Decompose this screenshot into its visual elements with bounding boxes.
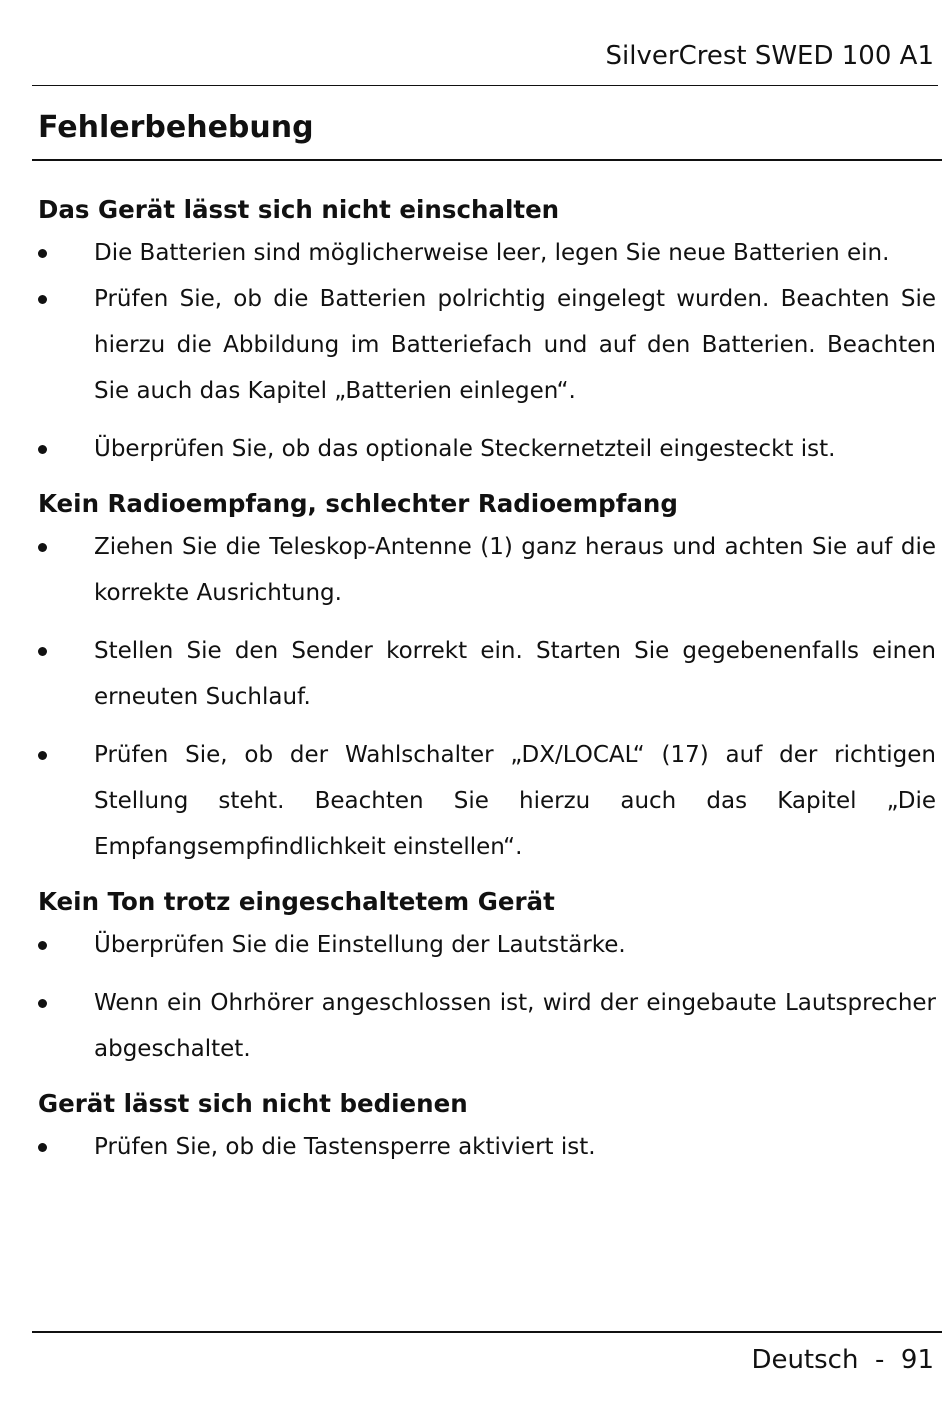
subheading-no-sound: Kein Ton trotz eingeschaltetem Gerät [38, 887, 555, 916]
list-no-sound [38, 922, 936, 1072]
page-number: 91 [900, 1345, 934, 1375]
troubleshooting-content [38, 190, 936, 1170]
list-item [38, 426, 936, 472]
list-item [38, 980, 936, 1072]
list-item-text: Prüfen Sie, ob die Tastensperre aktiviert ist. [94, 1134, 596, 1160]
list-item-text: Wenn ein Ohrhörer angeschlossen ist, wird der eingebaute Lautsprecher abgeschaltet. [94, 990, 936, 1062]
bullet-icon [38, 941, 47, 950]
list-no-operation [38, 1124, 936, 1170]
list-item-text: Prüfen Sie, ob die Batterien polrichtig eingelegt wurden. Beachten Sie hierzu die Abbildung im Batteriefach und auf den Batterien. Beachten Sie auch das Kapitel „Batterien einlegen“. [94, 286, 936, 404]
footer-separator: - [874, 1345, 885, 1375]
footer-divider [32, 1331, 942, 1333]
bullet-icon [38, 647, 47, 656]
list-item [38, 732, 936, 870]
bullet-icon [38, 249, 47, 258]
section-divider [32, 159, 942, 161]
page-footer [751, 1342, 934, 1378]
list-no-reception [38, 524, 936, 870]
list-item-text: Überprüfen Sie die Einstellung der Lautstärke. [94, 932, 626, 958]
footer-language: Deutsch [751, 1345, 859, 1375]
subheading-no-reception: Kein Radioempfang, schlechter Radioempfang [38, 489, 678, 518]
bullet-icon [38, 1143, 47, 1152]
list-item [38, 922, 936, 968]
list-item-text: Überprüfen Sie, ob das optionale Steckernetzteil eingesteckt ist. [94, 436, 836, 462]
subheading-no-operation: Gerät lässt sich nicht bedienen [38, 1089, 468, 1118]
bullet-icon [38, 445, 47, 454]
bullet-icon [38, 295, 47, 304]
list-item-text: Ziehen Sie die Teleskop-Antenne (1) ganz heraus und achten Sie auf die korrekte Ausrichtung. [94, 534, 936, 606]
subheading-no-power: Das Gerät lässt sich nicht einschalten [38, 195, 560, 224]
list-no-power [38, 230, 936, 472]
list-item-text: Stellen Sie den Sender korrekt ein. Starten Sie gegebenenfalls einen erneuten Suchlauf. [94, 638, 936, 710]
bullet-icon [38, 999, 47, 1008]
list-item [38, 276, 936, 414]
list-item [38, 628, 936, 720]
list-item [38, 524, 936, 616]
list-item [38, 1124, 936, 1170]
list-item-text: Die Batterien sind möglicherweise leer, legen Sie neue Batterien ein. [94, 240, 890, 266]
section-title: Fehlerbehebung [38, 110, 314, 145]
document-header-title: SilverCrest SWED 100 A1 [605, 41, 934, 71]
bullet-icon [38, 751, 47, 760]
bullet-icon [38, 543, 47, 552]
list-item [38, 230, 936, 276]
header-divider [32, 85, 938, 86]
list-item-text: Prüfen Sie, ob der Wahlschalter „DX/LOCAL“ (17) auf der richtigen Stellung steht. Beachten Sie hierzu auch das Kapitel „Die Empfangsempfindlichkeit einstellen“. [94, 742, 936, 860]
